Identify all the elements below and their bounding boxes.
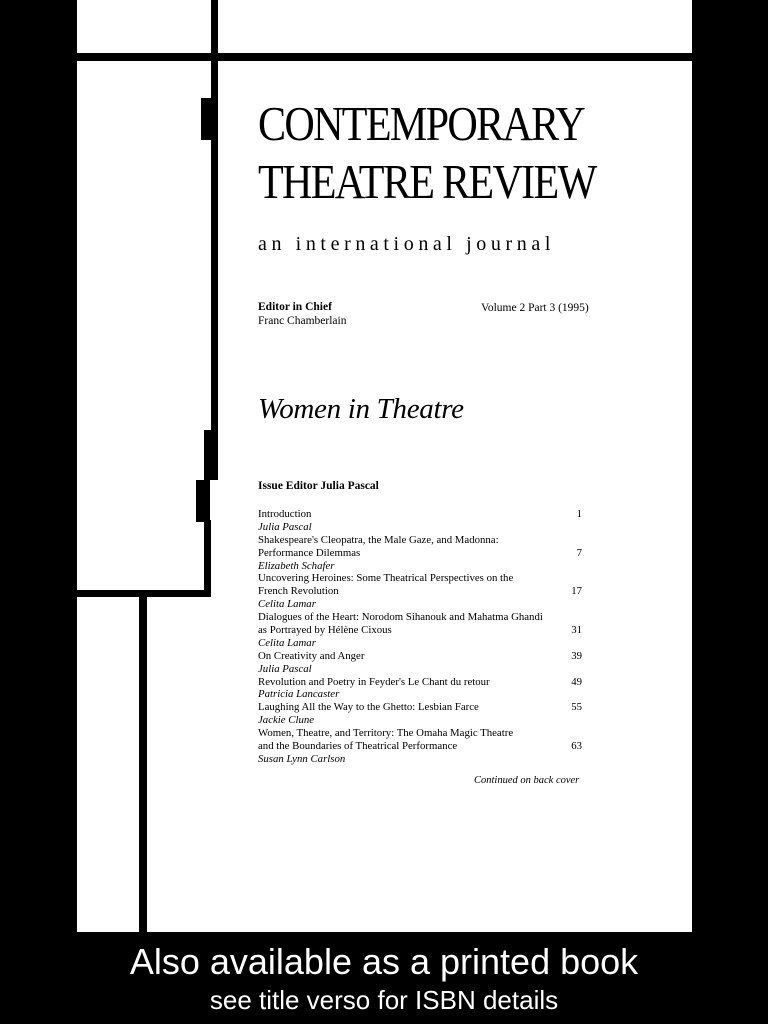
- decorative-tab-upper: [201, 98, 218, 140]
- toc-author: Julia Pascal: [258, 520, 312, 533]
- toc-title-line: [258, 547, 582, 560]
- table-of-contents: [258, 508, 582, 766]
- toc-title-line: [258, 676, 582, 689]
- book-cover: [77, 0, 692, 932]
- banner-line-2: see title verso for ISBN details: [209, 985, 559, 1015]
- toc-page-number: 49: [571, 675, 582, 688]
- decorative-tab-lowest: [196, 480, 210, 522]
- toc-title-line: Women, Theatre, and Territory: The Omaha Magic Theatre: [258, 727, 514, 740]
- toc-page-number: 63: [571, 740, 582, 753]
- volume-info: Volume 2 Part 3 (1995): [481, 302, 589, 314]
- decorative-vertical-line-low: [204, 520, 211, 596]
- journal-title: [258, 95, 651, 211]
- toc-author: Celita Lamar: [258, 598, 316, 611]
- toc-author: Jackie Clune: [258, 714, 315, 727]
- journal-subtitle: an international journal: [258, 233, 556, 255]
- toc-title: Introduction: [258, 508, 312, 520]
- toc-title: Laughing All the Way to the Ghetto: Lesbian Farce: [258, 701, 479, 714]
- toc-title-line: [258, 508, 582, 521]
- toc-page-number: 17: [571, 585, 582, 598]
- toc-title: and the Boundaries of Theatrical Performance: [258, 740, 458, 753]
- toc-author: Celita Lamar: [258, 636, 316, 649]
- editor-name: Franc Chamberlain: [258, 315, 347, 327]
- toc-page-number: 39: [571, 649, 582, 662]
- toc-page-number: 31: [571, 624, 582, 637]
- decorative-vertical-line-mid: [211, 140, 218, 432]
- issue-editor: Issue Editor Julia Pascal: [258, 480, 379, 492]
- toc-title-line: [258, 624, 582, 637]
- toc-title: Revolution and Poetry in Feyder's Le Chant du retour: [258, 675, 490, 688]
- editor-label: Editor in Chief: [258, 301, 332, 313]
- toc-author: Elizabeth Schafer: [258, 559, 335, 572]
- continued-note: Continued on back cover: [474, 775, 580, 786]
- decorative-horizontal-line-top: [77, 53, 692, 61]
- toc-page-number: 1: [576, 508, 582, 520]
- toc-author: Julia Pascal: [258, 662, 312, 675]
- journal-title-line-1: CONTEMPORARY: [258, 96, 584, 151]
- toc-title: Performance Dilemmas: [258, 546, 361, 559]
- toc-author: Patricia Lancaster: [258, 688, 340, 701]
- banner-line-1: Also available as a printed book: [129, 941, 639, 982]
- toc-page-number: 7: [576, 546, 582, 559]
- toc-title-line: Shakespeare's Cleopatra, the Male Gaze, and Madonna:: [258, 533, 499, 546]
- decorative-vertical-line-top: [211, 0, 218, 98]
- journal-title-line-2: THEATRE REVIEW: [258, 154, 596, 209]
- issue-theme: Women in Theatre: [258, 393, 464, 425]
- toc-title-line: [258, 740, 582, 753]
- toc-title: French Revolution: [258, 585, 339, 598]
- toc-title-line: [258, 585, 582, 598]
- toc-author: Susan Lynn Carlson: [258, 752, 346, 765]
- toc-title-line: Dialogues of the Heart: Norodom Sihanouk and Mahatma Ghandi: [258, 611, 543, 624]
- toc-title-line: Uncovering Heroines: Some Theatrical Perspectives on the: [258, 572, 514, 585]
- toc-title: On Creativity and Anger: [258, 649, 365, 662]
- toc-title-line: [258, 650, 582, 663]
- toc-page-number: 55: [571, 701, 582, 714]
- decorative-vertical-line-bottom: [139, 590, 147, 932]
- toc-title: as Portrayed by Hélène Cixous: [258, 624, 392, 637]
- availability-banner: [0, 932, 768, 1024]
- toc-title-line: [258, 701, 582, 714]
- decorative-tab-lower: [204, 430, 218, 480]
